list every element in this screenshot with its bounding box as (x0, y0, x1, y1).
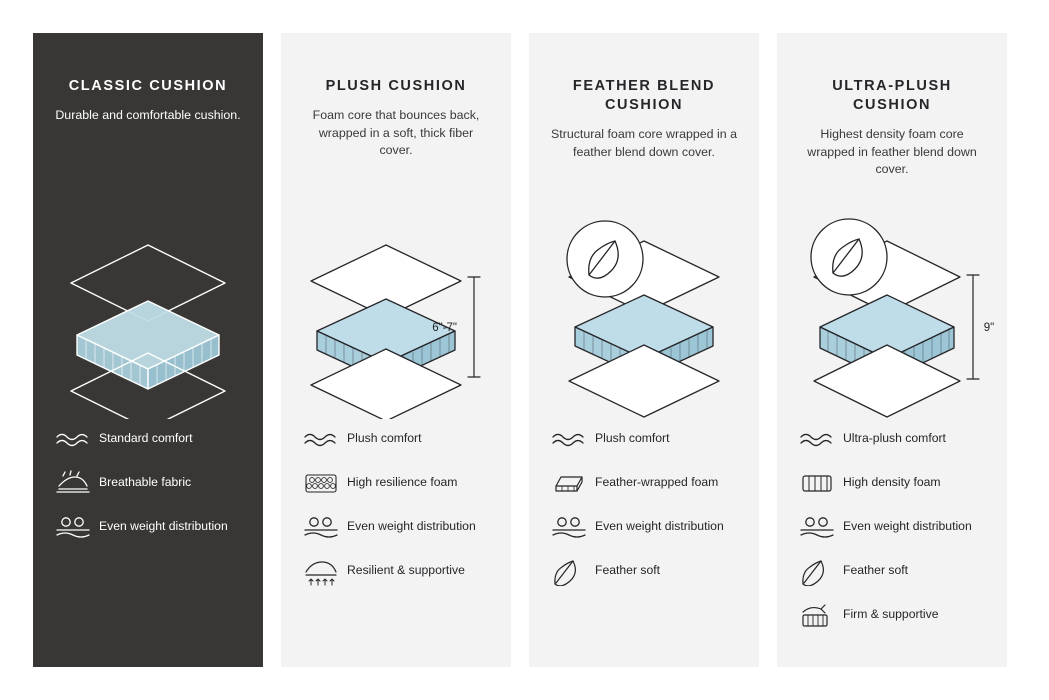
feature-list (529, 425, 759, 601)
feature-list (281, 425, 511, 601)
card-feather-blend-cushion[interactable] (529, 33, 759, 667)
leaf-badge (811, 219, 887, 295)
card-classic-cushion[interactable] (33, 33, 263, 667)
feature-item (797, 601, 987, 631)
cushion-exploded-diagram (777, 209, 1007, 419)
feature-item (53, 425, 243, 455)
feature-item (53, 469, 243, 499)
feature-label: Feather-wrapped foam (595, 475, 719, 489)
card-title: PLUSH CUSHION (325, 78, 467, 94)
feather-wrapped-foam-icon (549, 469, 595, 499)
card-title: FEATHER BLEND CUSHION (572, 78, 716, 113)
feature-item (549, 557, 739, 587)
dimension-label: 9" (983, 322, 995, 334)
firm-support-icon (797, 601, 843, 631)
card-subtitle: Durable and comfortable cushion. (55, 108, 241, 122)
resilient-support-icon (301, 557, 347, 587)
cushion-exploded-diagram (281, 209, 511, 419)
feature-item (301, 513, 491, 543)
feature-label: Feather soft (843, 563, 909, 577)
card-ultra-plush-cushion[interactable] (777, 33, 1007, 667)
feature-label: Resilient & supportive (347, 563, 465, 577)
feature-label: Even weight distribution (595, 519, 724, 533)
wave-comfort-icon (797, 425, 843, 455)
feature-label: Firm & supportive (843, 607, 939, 621)
feature-label: Even weight distribution (347, 519, 476, 533)
honeycomb-foam-icon (301, 469, 347, 499)
density-foam-icon (797, 469, 843, 499)
feature-item (797, 469, 987, 499)
feature-item (301, 469, 491, 499)
feature-label: High resilience foam (347, 475, 458, 489)
feature-item (301, 425, 491, 455)
leaf-icon (797, 557, 843, 587)
card-subtitle: Structural foam core wrapped in a feather blend down cover. (551, 127, 737, 159)
feature-list (777, 425, 1007, 645)
feature-label: Even weight distribution (843, 519, 972, 533)
wave-comfort-icon (53, 425, 99, 455)
feature-item (549, 425, 739, 455)
cushion-exploded-diagram (529, 209, 759, 419)
wave-comfort-icon (549, 425, 595, 455)
feature-item (53, 513, 243, 543)
feature-item (301, 557, 491, 587)
feature-item (797, 557, 987, 587)
feature-label: Breathable fabric (99, 475, 192, 489)
feature-item (549, 469, 739, 499)
even-weight-icon (549, 513, 595, 543)
feature-label: Plush comfort (595, 431, 670, 445)
feature-label: Standard comfort (99, 431, 193, 445)
feature-label: Plush comfort (347, 431, 422, 445)
card-subtitle: Foam core that bounces back, wrapped in a soft, thick fiber cover. (312, 108, 480, 157)
feature-label: Even weight distribution (99, 519, 228, 533)
dimension-label: 6"-7" (432, 322, 457, 334)
feature-label: Feather soft (595, 563, 661, 577)
feature-item (549, 513, 739, 543)
card-subtitle: Highest density foam core wrapped in feather blend down cover. (807, 127, 977, 176)
card-title: ULTRA-PLUSH CUSHION (832, 78, 952, 113)
feature-label: High density foam (843, 475, 941, 489)
even-weight-icon (797, 513, 843, 543)
breathable-fabric-icon (53, 469, 99, 499)
even-weight-icon (53, 513, 99, 543)
feature-list (33, 425, 263, 557)
wave-comfort-icon (301, 425, 347, 455)
feature-item (797, 425, 987, 455)
cushion-exploded-diagram (33, 209, 263, 419)
leaf-badge (567, 221, 643, 297)
cards-row (33, 33, 1016, 667)
card-title: CLASSIC CUSHION (68, 78, 228, 94)
card-plush-cushion[interactable] (281, 33, 511, 667)
even-weight-icon (301, 513, 347, 543)
leaf-icon (549, 557, 595, 587)
feature-label: Ultra-plush comfort (843, 431, 946, 445)
feature-item (797, 513, 987, 543)
